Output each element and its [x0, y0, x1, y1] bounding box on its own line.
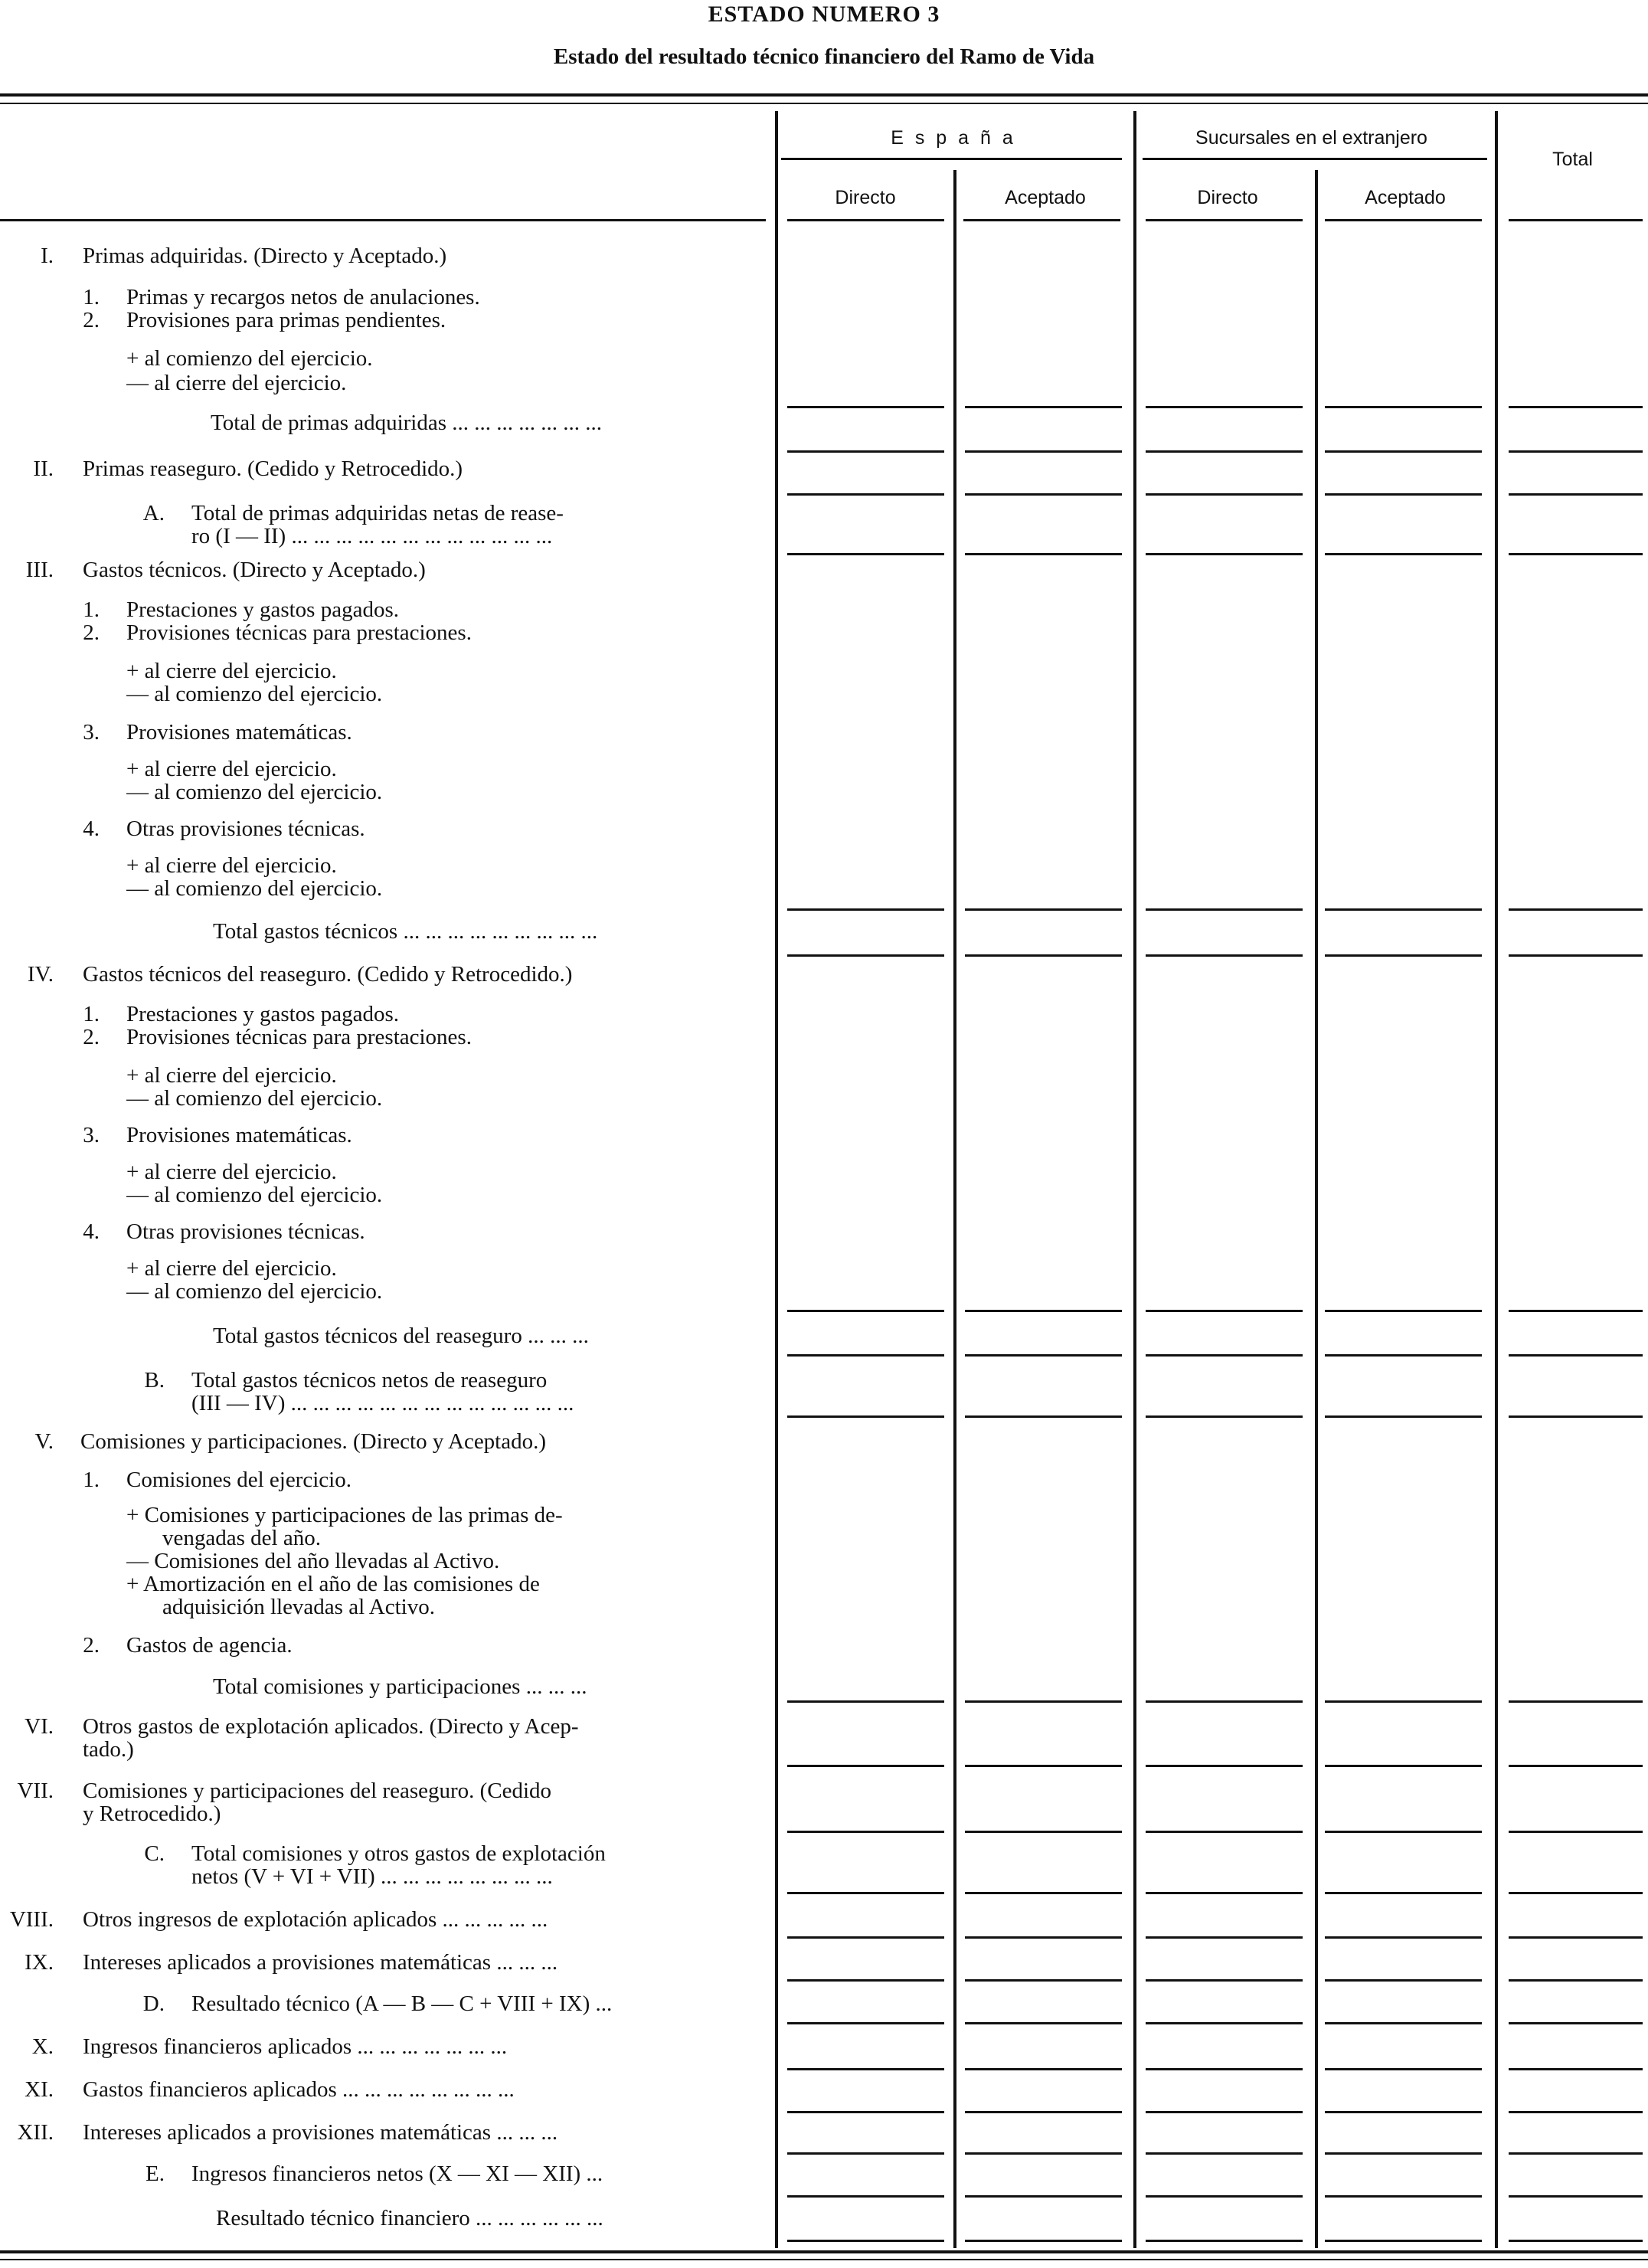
row-label: Primas adquiridas. (Directo y Aceptado.): [83, 244, 447, 268]
column-total-rule: [965, 1310, 1122, 1312]
column-total-rule: [787, 2068, 944, 2070]
row-label: (III — IV) ... ... ... ... ... ... ... ... ... ... ... ... ...: [191, 1391, 574, 1415]
column-total-rule: [787, 954, 944, 957]
row-numeral: 2.: [83, 1633, 100, 1658]
column-total-rule: [1146, 1415, 1303, 1418]
col-rule-2: [953, 170, 956, 2248]
column-total-rule: [1509, 1936, 1643, 1939]
column-total-rule: [787, 1354, 944, 1357]
row-label: Provisiones técnicas para prestaciones.: [126, 620, 472, 645]
column-total-rule: [1146, 493, 1303, 496]
column-total-rule: [965, 2195, 1122, 2198]
bottom-rule-1: [0, 2250, 1648, 2253]
row-label: ro (I — II) ... ... ... ... ... ... ... ... ... ... ... ...: [191, 524, 553, 548]
row-label: adquisición llevadas al Activo.: [162, 1595, 435, 1619]
column-total-rule: [1509, 1354, 1643, 1357]
column-total-rule: [787, 2240, 944, 2242]
row-label: + al cierre del ejercicio.: [126, 1160, 337, 1184]
row-label: Gastos técnicos del reaseguro. (Cedido y Retrocedido.): [83, 962, 573, 987]
row-numeral: IX.: [25, 1950, 54, 1975]
row-label: + al cierre del ejercicio.: [126, 853, 337, 878]
column-total-rule: [1509, 1310, 1643, 1312]
column-total-rule: [787, 493, 944, 496]
row-label: Gastos técnicos. (Directo y Aceptado.): [83, 558, 426, 582]
column-total-rule: [1509, 2152, 1643, 2155]
header-espana-directo: Directo: [835, 187, 896, 208]
row-numeral: D.: [142, 1991, 165, 2016]
column-total-rule: [787, 2195, 944, 2198]
column-total-rule: [1146, 908, 1303, 911]
row-label: Total comisiones y otros gastos de explotación: [191, 1841, 606, 1866]
row-label: Provisiones técnicas para prestaciones.: [126, 1025, 472, 1049]
header-espana: E s p a ñ a: [891, 127, 1016, 149]
row-label: Otros gastos de explotación aplicados. (Directo y Acep-: [83, 1714, 579, 1739]
row-label: Gastos de agencia.: [126, 1633, 293, 1658]
row-label: + Amortización en el año de las comisiones de: [126, 1572, 540, 1596]
row-label: — al comienzo del ejercicio.: [126, 1086, 383, 1111]
row-label: + Comisiones y participaciones de las primas de-: [126, 1503, 563, 1527]
row-label: + al cierre del ejercicio.: [126, 1063, 337, 1088]
column-total-rule: [1325, 1831, 1482, 1833]
row-numeral: VII.: [17, 1779, 54, 1803]
row-label: tado.): [83, 1737, 134, 1762]
column-total-rule: [1146, 1936, 1303, 1939]
column-total-rule: [1509, 2195, 1643, 2198]
row-label: Primas reaseguro. (Cedido y Retrocedido.): [83, 457, 463, 481]
row-label: Intereses aplicados a provisiones matemáticas ... ... ...: [83, 2120, 558, 2145]
column-total-rule: [965, 1892, 1122, 1894]
column-total-rule: [1509, 1700, 1643, 1703]
row-label: Resultado técnico (A — B — C + VIII + IX) ...: [191, 1991, 613, 2016]
column-total-rule: [1146, 2111, 1303, 2113]
header-rule-c3: [1146, 219, 1303, 221]
column-total-rule: [965, 1831, 1122, 1833]
header-rule-c1: [787, 219, 944, 221]
column-total-rule: [965, 2240, 1122, 2242]
row-numeral: X.: [31, 2034, 54, 2059]
column-total-rule: [787, 1700, 944, 1703]
column-total-rule: [787, 450, 944, 453]
column-total-rule: [787, 2111, 944, 2113]
row-label: Intereses aplicados a provisiones matemáticas ... ... ...: [83, 1950, 558, 1975]
column-total-rule: [1325, 2111, 1482, 2113]
column-total-rule: [1325, 908, 1482, 911]
col-rule-3: [1133, 111, 1136, 2248]
row-label: Provisiones matemáticas.: [126, 1123, 352, 1147]
column-total-rule: [1509, 2240, 1643, 2242]
column-total-rule: [1146, 2240, 1303, 2242]
column-total-rule: [965, 1354, 1122, 1357]
row-label: — al comienzo del ejercicio.: [126, 1279, 383, 1304]
column-total-rule: [1325, 1892, 1482, 1894]
column-total-rule: [787, 1415, 944, 1418]
row-label: Prestaciones y gastos pagados.: [126, 1002, 399, 1026]
column-total-rule: [1146, 2068, 1303, 2070]
column-total-rule: [1509, 2022, 1643, 2024]
column-total-rule: [1509, 450, 1643, 453]
column-total-rule: [1509, 1415, 1643, 1418]
row-label: Gastos financieros aplicados ... ... ... ... ... ... ... ...: [83, 2077, 515, 2102]
row-numeral: 1.: [83, 1468, 100, 1492]
column-total-rule: [965, 2152, 1122, 2155]
row-label: Otras provisiones técnicas.: [126, 1219, 365, 1244]
col-rule-4: [1315, 170, 1318, 2248]
row-label: Total gastos técnicos netos de reaseguro: [191, 1368, 548, 1393]
row-label: — al cierre del ejercicio.: [126, 371, 347, 395]
row-label: Comisiones y participaciones. (Directo y Aceptado.): [80, 1429, 547, 1454]
row-label: + al cierre del ejercicio.: [126, 659, 337, 683]
row-label: + al comienzo del ejercicio.: [126, 346, 373, 371]
column-total-rule: [1325, 493, 1482, 496]
row-numeral: 3.: [83, 720, 100, 745]
row-numeral: VI.: [25, 1714, 54, 1739]
column-total-rule: [1509, 1892, 1643, 1894]
row-label: Provisiones para primas pendientes.: [126, 308, 446, 332]
column-total-rule: [1325, 1936, 1482, 1939]
row-numeral: 2.: [83, 1025, 100, 1049]
row-label: — al comienzo del ejercicio.: [126, 682, 383, 706]
row-label: Ingresos financieros netos (X — XI — XII) ...: [191, 2162, 603, 2186]
column-total-rule: [787, 406, 944, 408]
column-total-rule: [1146, 1765, 1303, 1767]
column-total-rule: [1509, 2068, 1643, 2070]
column-total-rule: [787, 553, 944, 555]
column-total-rule: [1325, 1415, 1482, 1418]
row-numeral: 3.: [83, 1123, 100, 1147]
row-label: Total de primas adquiridas netas de rease-: [191, 501, 564, 525]
column-total-rule: [1509, 954, 1643, 957]
row-numeral: A.: [142, 501, 165, 525]
row-label: Primas y recargos netos de anulaciones.: [126, 285, 480, 309]
row-numeral: VIII.: [9, 1907, 54, 1932]
col-rule-1: [775, 111, 778, 2248]
header-rule-c2: [963, 219, 1120, 221]
page-subtitle: Estado del resultado técnico financiero del Ramo de Vida: [553, 44, 1095, 69]
row-label: Otros ingresos de explotación aplicados ... ... ... ... ...: [83, 1907, 548, 1932]
column-total-rule: [965, 1979, 1122, 1982]
column-total-rule: [787, 1765, 944, 1767]
column-total-rule: [1325, 553, 1482, 555]
row-label: Total comisiones y participaciones ... ... ...: [213, 1674, 587, 1699]
row-label: vengadas del año.: [162, 1526, 321, 1550]
row-label: Comisiones del ejercicio.: [126, 1468, 352, 1492]
column-total-rule: [1509, 1765, 1643, 1767]
row-numeral: V.: [34, 1429, 54, 1454]
row-numeral: IV.: [27, 962, 54, 987]
column-total-rule: [1325, 2240, 1482, 2242]
column-total-rule: [965, 1936, 1122, 1939]
column-total-rule: [1146, 553, 1303, 555]
column-total-rule: [787, 1831, 944, 1833]
row-numeral: XII.: [17, 2120, 54, 2145]
column-total-rule: [787, 1310, 944, 1312]
row-numeral: 4.: [83, 817, 100, 841]
column-total-rule: [1509, 553, 1643, 555]
row-numeral: E.: [146, 2162, 165, 2186]
row-label: Total gastos técnicos del reaseguro ... ... ...: [213, 1324, 589, 1348]
row-label: Otras provisiones técnicas.: [126, 817, 365, 841]
row-label: — al comienzo del ejercicio.: [126, 876, 383, 901]
header-suc-aceptado: Aceptado: [1365, 187, 1446, 208]
column-total-rule: [1325, 1765, 1482, 1767]
column-total-rule: [787, 2152, 944, 2155]
column-total-rule: [965, 1765, 1122, 1767]
row-label: Comisiones y participaciones del reaseguro. (Cedido: [83, 1779, 552, 1803]
row-numeral: B.: [144, 1368, 165, 1393]
column-total-rule: [1325, 2068, 1482, 2070]
page-title: ESTADO NUMERO 3: [708, 2, 940, 27]
column-total-rule: [1325, 406, 1482, 408]
column-total-rule: [1146, 1831, 1303, 1833]
column-total-rule: [787, 1936, 944, 1939]
column-total-rule: [1146, 1310, 1303, 1312]
header-sucursales: Sucursales en el extranjero: [1195, 127, 1427, 149]
column-total-rule: [1146, 1979, 1303, 1982]
column-total-rule: [965, 908, 1122, 911]
column-total-rule: [1146, 1892, 1303, 1894]
column-total-rule: [1325, 1979, 1482, 1982]
row-label: Ingresos financieros aplicados ... ... ... ... ... ... ...: [83, 2034, 508, 2059]
row-label: Resultado técnico financiero ... ... ... ... ... ...: [216, 2206, 603, 2230]
row-label: — al comienzo del ejercicio.: [126, 1183, 383, 1207]
row-numeral: I.: [41, 244, 54, 268]
row-numeral: 2.: [83, 308, 100, 332]
column-total-rule: [1509, 2111, 1643, 2113]
header-rule-left: [0, 219, 766, 221]
bottom-rule-2: [0, 2259, 1648, 2260]
row-numeral: 4.: [83, 1219, 100, 1244]
column-total-rule: [1325, 1700, 1482, 1703]
header-rule-c5: [1509, 219, 1643, 221]
header-total: Total: [1552, 149, 1593, 170]
header-rule-espana: [781, 158, 1122, 160]
column-total-rule: [965, 954, 1122, 957]
row-label: Total gastos técnicos ... ... ... ... ... ... ... ... ...: [213, 919, 598, 944]
column-total-rule: [965, 2022, 1122, 2024]
column-total-rule: [965, 1700, 1122, 1703]
header-rule-c4: [1325, 219, 1482, 221]
column-total-rule: [1325, 2022, 1482, 2024]
column-total-rule: [1146, 1700, 1303, 1703]
column-total-rule: [965, 493, 1122, 496]
column-total-rule: [1509, 1979, 1643, 1982]
column-total-rule: [1325, 1354, 1482, 1357]
column-total-rule: [965, 2068, 1122, 2070]
row-numeral: 2.: [83, 620, 100, 645]
row-numeral: III.: [25, 558, 54, 582]
column-total-rule: [965, 450, 1122, 453]
column-total-rule: [1146, 2152, 1303, 2155]
column-total-rule: [1146, 954, 1303, 957]
row-numeral: C.: [144, 1841, 165, 1866]
column-total-rule: [1146, 2195, 1303, 2198]
column-total-rule: [1146, 406, 1303, 408]
column-total-rule: [1509, 406, 1643, 408]
row-numeral: 1.: [83, 597, 100, 622]
top-rule-2: [0, 103, 1648, 104]
row-label: + al cierre del ejercicio.: [126, 757, 337, 781]
column-total-rule: [1146, 1354, 1303, 1357]
row-numeral: XI.: [25, 2077, 54, 2102]
row-label: — Comisiones del año llevadas al Activo.: [126, 1549, 500, 1573]
column-total-rule: [1325, 2152, 1482, 2155]
top-rule-1: [0, 93, 1648, 97]
row-numeral: II.: [33, 457, 54, 481]
column-total-rule: [1509, 1831, 1643, 1833]
column-total-rule: [787, 908, 944, 911]
column-total-rule: [787, 1979, 944, 1982]
row-label: y Retrocedido.): [83, 1802, 221, 1826]
column-total-rule: [1509, 908, 1643, 911]
column-total-rule: [965, 2111, 1122, 2113]
column-total-rule: [1146, 450, 1303, 453]
row-numeral: 1.: [83, 285, 100, 309]
header-espana-aceptado: Aceptado: [1005, 187, 1086, 208]
column-total-rule: [965, 406, 1122, 408]
header-suc-directo: Directo: [1197, 187, 1258, 208]
row-label: Total de primas adquiridas ... ... ... ... ... ... ...: [211, 411, 603, 435]
column-total-rule: [965, 553, 1122, 555]
row-numeral: 1.: [83, 1002, 100, 1026]
column-total-rule: [1509, 493, 1643, 496]
column-total-rule: [965, 1415, 1122, 1418]
column-total-rule: [1325, 954, 1482, 957]
row-label: Provisiones matemáticas.: [126, 720, 352, 745]
col-rule-5: [1495, 111, 1498, 2248]
header-rule-sucursales: [1143, 158, 1487, 160]
row-label: netos (V + VI + VII) ... ... ... ... ... ... ... ...: [191, 1864, 553, 1889]
column-total-rule: [787, 1892, 944, 1894]
column-total-rule: [1325, 2195, 1482, 2198]
column-total-rule: [1325, 450, 1482, 453]
row-label: — al comienzo del ejercicio.: [126, 780, 383, 804]
row-label: + al cierre del ejercicio.: [126, 1256, 337, 1281]
row-label: Prestaciones y gastos pagados.: [126, 597, 399, 622]
column-total-rule: [1146, 2022, 1303, 2024]
column-total-rule: [1325, 1310, 1482, 1312]
column-total-rule: [787, 2022, 944, 2024]
